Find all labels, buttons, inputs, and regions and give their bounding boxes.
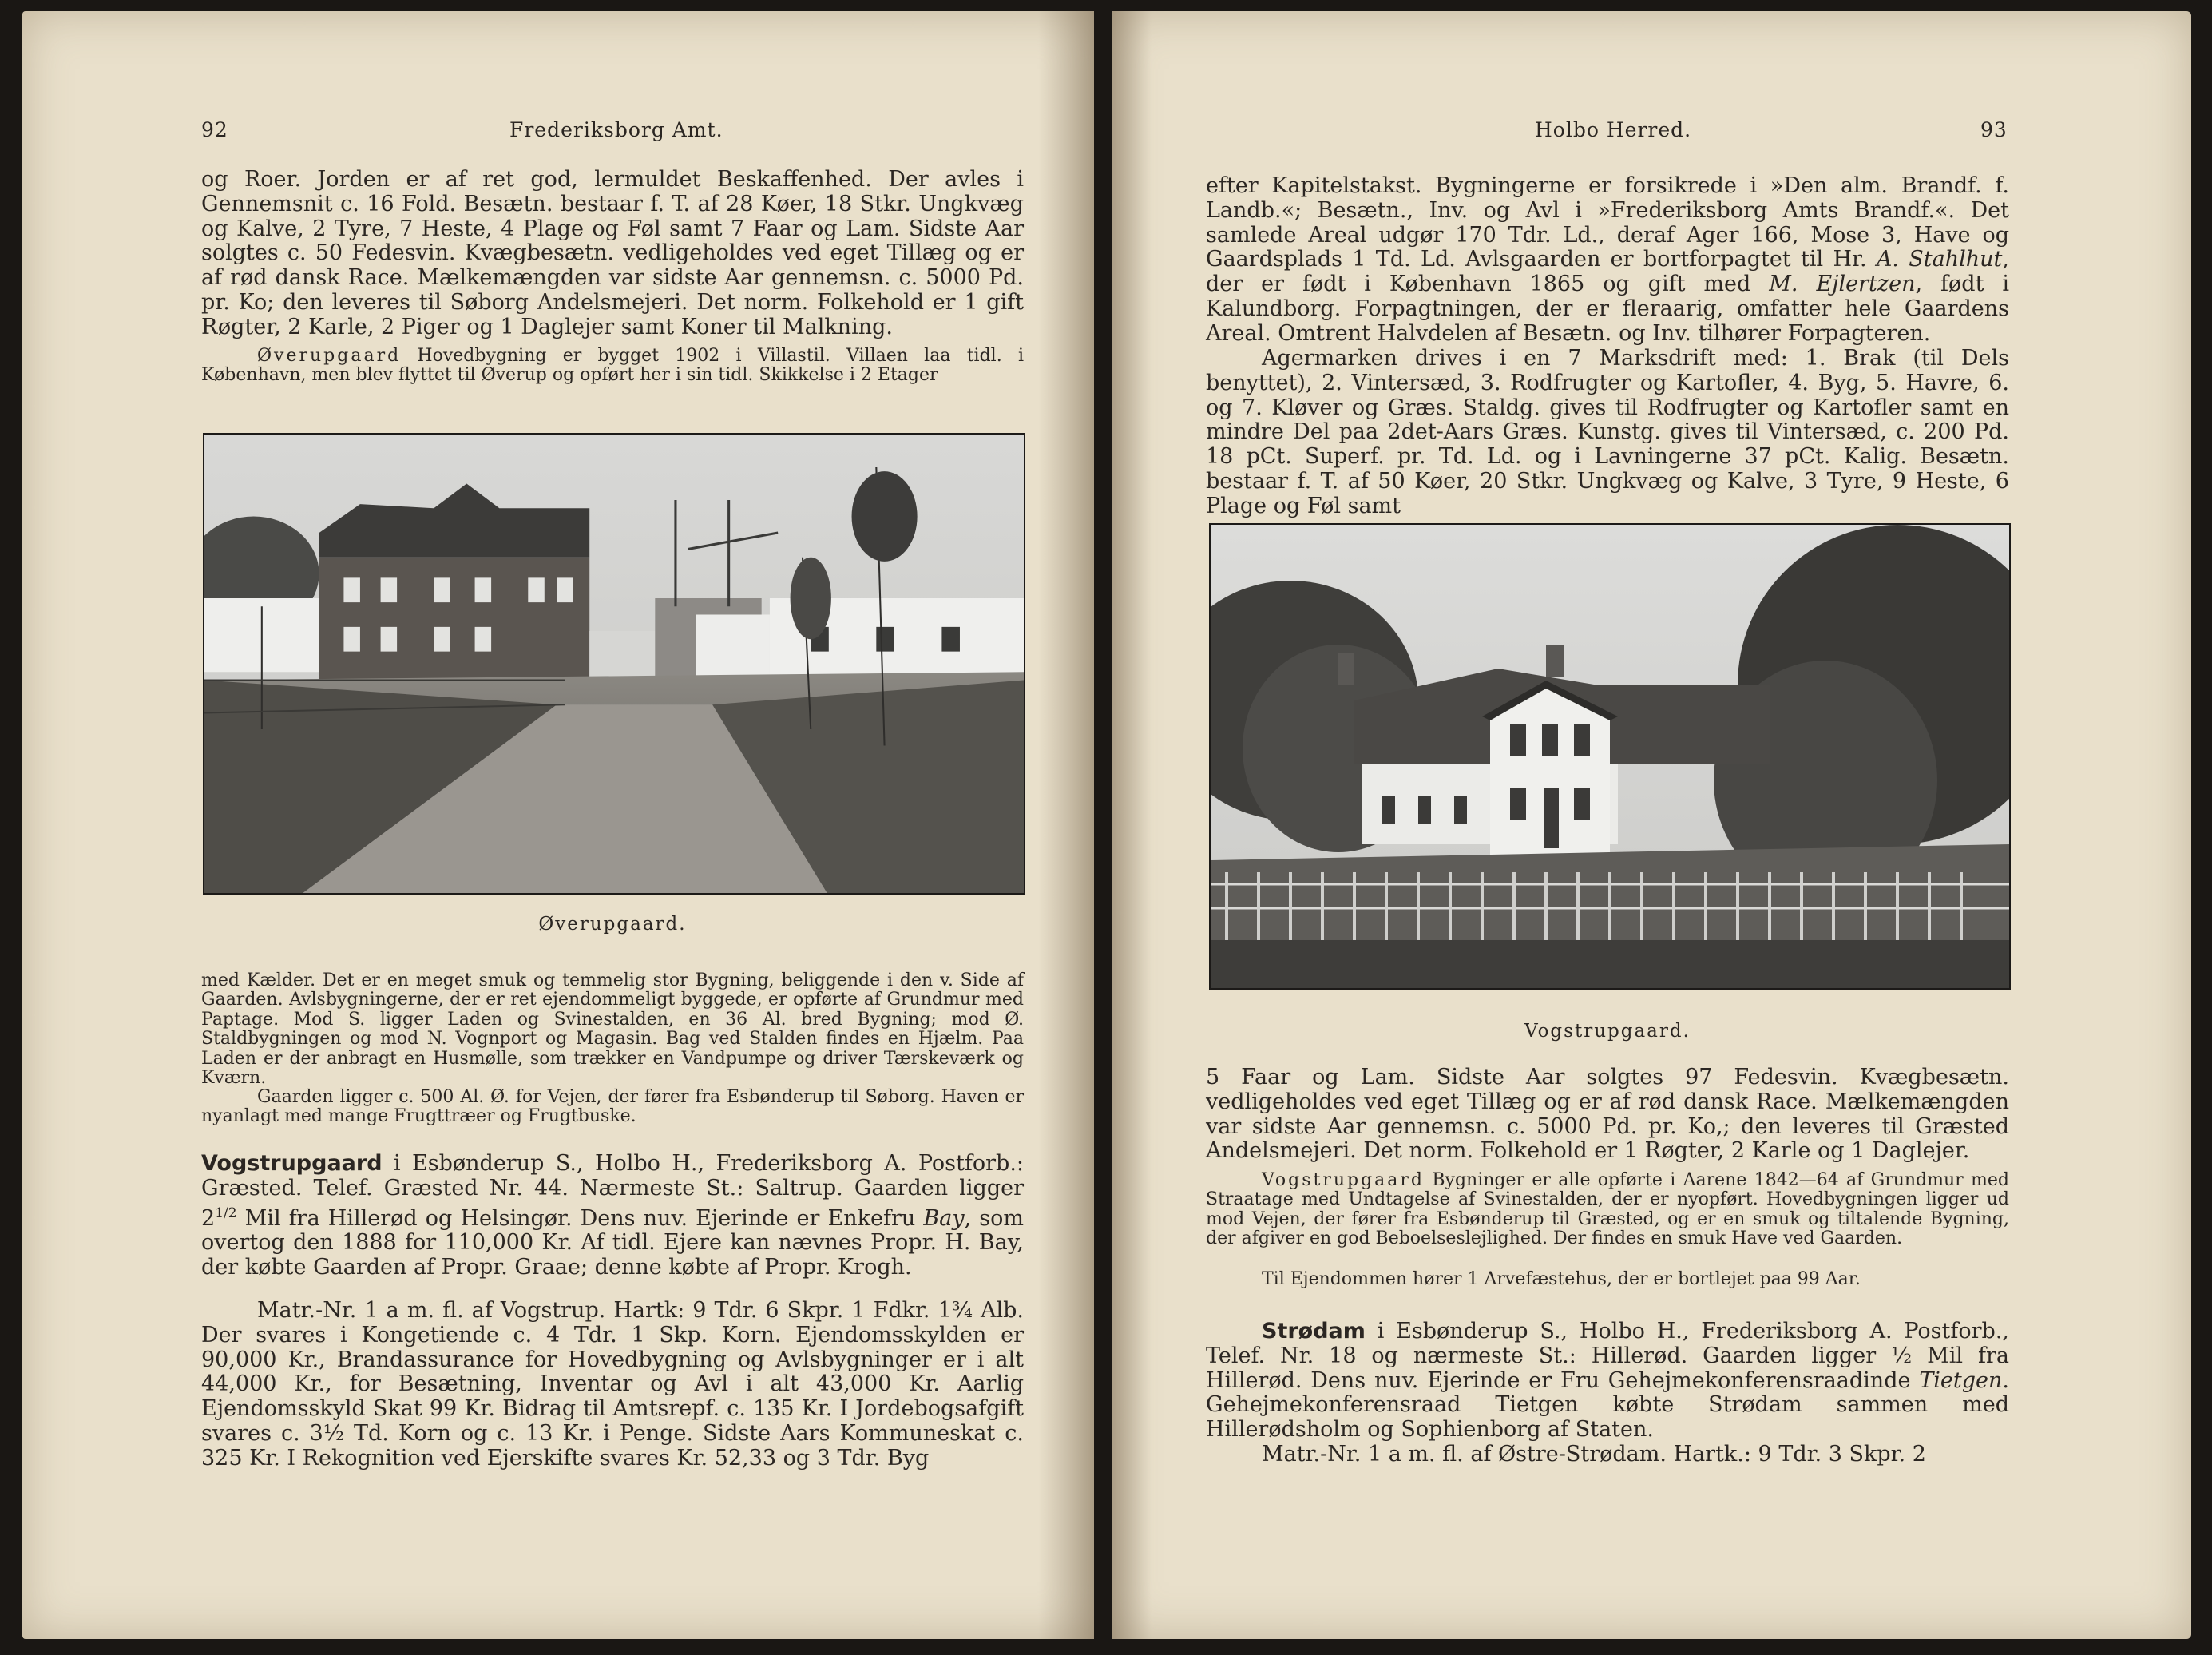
caption-vogstrupgaard: Vogstrupgaard. [1524,1021,1691,1042]
vogstrupgaard-image [1211,525,2009,988]
vogstrupgaard-matrikel [201,1299,1024,1471]
note-name: Øverupgaard [257,346,402,366]
paragraph-agriculture [1206,347,2009,519]
stro-text-b: . Gehejmekonferensraad Tietgen købte Strødam sammen med Hillerødsholm og Sophienborg af Staten. [1206,1367,2009,1443]
tenant-name: A. Stahlhut [1876,247,2003,272]
intro-text-c: , født i Kalundborg. Forpagtningen, der er flerаarig, omfatter hele Gaardens Areal. Omtrent Halvdelen af Besætn. og Inv. tilhører Forpagteren. [1206,272,2010,346]
vog-text-b: Mil fra Hillerød og Helsingør. Dens nuv. Ejerinde er Enkefru [236,1205,924,1231]
note-location-text: Gaarden ligger c. 500 Al. Ø. for Vejen, der fører fra Esbønderup til Søborg. Haven er nyanlagt med mange Frugttræer og Frugtbuske. [201,1087,1024,1127]
intro-text-a: efter Kapitelstakst. Bygningerne er forsikrede i »Den alm. Brandf. f. Landb.«; Besætn., Inv. og Avl i »Frederiksborg Amts Brandf.«. Det samlede Areal udgør 170 Tdr. Ld., deraf Ager 166, Mose 3, Have og Gaardsplads 1 Td. Ld. Avlsgaarden er bortforpagtet til Hr. [1206,173,2009,272]
note-name: Vogstrupgaard [1262,1170,1425,1190]
overupgaard-image [204,435,1024,893]
page-number-left: 92 [201,118,228,141]
vog-fraction: 1/2 [215,1205,237,1221]
paragraph-intro-right [1206,174,2009,347]
vogstrupgaard-intro [201,1152,1024,1280]
caption-overupgaard: Øverupgaard. [538,914,687,935]
vog-owner-bay: Bay [923,1205,965,1231]
strodam-intro [1206,1320,2009,1443]
vog-text-c: , som overtog den 1888 for 110,000 Kr. Af tidl. Ejere kan nævnes Propr. H. Bay, der købte Gaarden af Propr. Graae; denne købte af Propr. Krogh. [201,1205,1024,1280]
stro-text-a: i Esbønderup S., Holbo H., Frederiksborg A. Postforb., Telef. Nr. 18 og nærmeste St.: Hillerød. Gaarden ligger ½ Mil fra Hillerød. Dens nuv. Ejerinde er Fru Gehejmekonferensraadinde [1206,1319,2009,1393]
left-page [22,11,1094,1639]
photo-overupgaard [203,433,1025,895]
paragraph-livestock: 5 Faar og Lam. Sidste Aar solgtes 97 Fedesvin. Kvægbesætn. vedligeholdes ved eget Tillæg og er af rød dansk Race. Mælkemængden var sidste Aar gennemsn. c. 5000 Pd. pr. Ko,; den leveres til Græsted Andelsmejeri. Det norm. Folkehold er 1 Røgter, 2 Karle og 1 Daglejer. [1206,1065,2009,1164]
note-text: Bygninger er alle opførte i Aarene 1842—64 af Grundmur med Straatage med Undtagelse af Svinestalden, der er nyopført. Hovedbygningen ligger ud mod Vejen, der fører fra Esbønderup til Græsted, og er en smuk og tiltalende Bygning, der afgiver en god Beboelseslejlighed. Der findes en smuk Have ved Gaarden. [1206,1170,2009,1249]
intro-text-b: , der er født i København 1865 og gift med [1206,247,2009,297]
right-page [1112,11,2191,1639]
strodam-matrikel [1206,1443,2009,1467]
paragraph-intro-left: og Roer. Jorden er af ret god, lermuldet Beskaffenhed. Der avles i Gennemsnit c. 16 Fold. Besætn. bestaar f. T. af 28 Køer, 18 Stkr. Ungkvæg og Kalve, 2 Tyre, 7 Heste, 4 Plage og Føl samt 7 Faar og Lam. Sidste Aar solgtes c. 50 Fedesvin. Kvægbesætn. vedligeholdes ved eget Tillæg og er af rød dansk Race. Mælkemængden var sidste Aar gennemsn. c. 5000 Pd. pr. Ko; den leveres til Søborg Andelsmejeri. Det norm. Folkehold er 1 gift Røgter, 2 Karle, 2 Piger og 1 Daglejer samt Koner til Malkning. [201,167,1024,339]
page-number-right: 93 [1980,118,2008,141]
note-arvefaestehus-text: Til Ejendommen hører 1 Arvefæstehus, der er bortlejet paa 99 Aar. [1262,1269,1861,1289]
note-arvefaestehus [1206,1270,2009,1289]
spouse-name: M. Ejlertzen [1769,272,1916,297]
note-text: Hovedbygning er bygget 1902 i Villastil. Villaen laa tidl. i København, men blev flyttet til Øverup og opført her i sin tidl. Skikkelse i 2 Etager [201,346,1024,386]
estate-name-strodam: Strødam [1262,1319,1366,1343]
note-overupgaard-building [201,347,1024,386]
running-head-left: Frederiksborg Amt. [509,118,723,141]
vog-matrikel-text: Matr.-Nr. 1 a m. fl. af Vogstrup. Hartk: 9 Tdr. 6 Skpr. 1 Fdkr. 1¾ Alb. Der svares i Kongetiende c. 4 Tdr. 1 Skp. Korn. Ejendomsskylden er 90,000 Kr., Brandassurance for Hovedbygning og Avlsbygninger er i alt 44,000 Kr., for Besætning, Inventar og Avl i alt 43,000 Kr. Aarlig Ejendomsskyld Skat 99 Kr. Bidrag til Amtsrepf. c. 135 Kr. I Jordebogsafgift svares c. 3½ Td. Korn og c. 13 Kr. i Penge. Sidste Aars Kommuneskat c. 325 Kr. I Rekognition ved Ejerskifte svares Kr. 52,33 og 3 Tdr. Byg [201,1298,1024,1470]
running-head-right: Holbo Herred. [1535,118,1692,141]
stro-matrikel-text: Matr.-Nr. 1 a m. fl. af Østre-Strødam. Hartk.: 9 Tdr. 3 Skpr. 2 [1262,1442,1926,1466]
photo-vogstrupgaard [1209,523,2011,990]
stro-owner-tietgen: Tietgen [1919,1367,2003,1393]
note-overupgaard-description: med Kælder. Det er en meget smuk og temmelig stor Bygning, beliggende i den v. Side af Gaarden. Avlsbygningerne, der er ret ejendommeligt byggede, er opførte af Grundmur med Paptage. Mod S. ligger Laden og Svinestalden, en 36 Al. bred Bygning; mod Ø. Staldbygningen og mod N. Vognport og Magasin. Bag ved Stalden findes en Hjælm. Paa Laden er der anbragt en Husmølle, som trækker en Vandpumpe og driver Tærskeværk og Kværn. [201,970,1024,1089]
note-vogstrupgaard-buildings [1206,1171,2009,1249]
note-overupgaard-location [201,1088,1024,1127]
agriculture-text: Agermarken drives i en 7 Marksdrift med: 1. Brak (til Dels benyttet), 2. Vintersæd, 3. Rodfrugter og Kartofler, 4. Byg, 5. Havre, 6. og 7. Kløver og Græs. Staldg. gives til Rodfrugter og Kartofler samt en mindre Del paa 2det-Aars Græs. Kunstg. gives til Vintersæd, c. 200 Pd. 18 pCt. Superf. pr. Td. Ld. og i Lavningerne 37 pCt. Kalig. Besætn. bestaar f. T. af 50 Køer, 20 Stkr. Ungkvæg og Kalve, 3 Tyre, 9 Heste, 6 Plage og Føl samt [1206,346,2009,518]
estate-name-vogstrupgaard: Vogstrupgaard [201,1151,383,1176]
vog-text-a: i Esbønderup S., Holbo H., Frederiksborg A. Postforb.: Græsted. Telef. Græsted Nr. 44. Nærmeste St.: Saltrup. Gaarden ligger 2 [201,1151,1024,1231]
